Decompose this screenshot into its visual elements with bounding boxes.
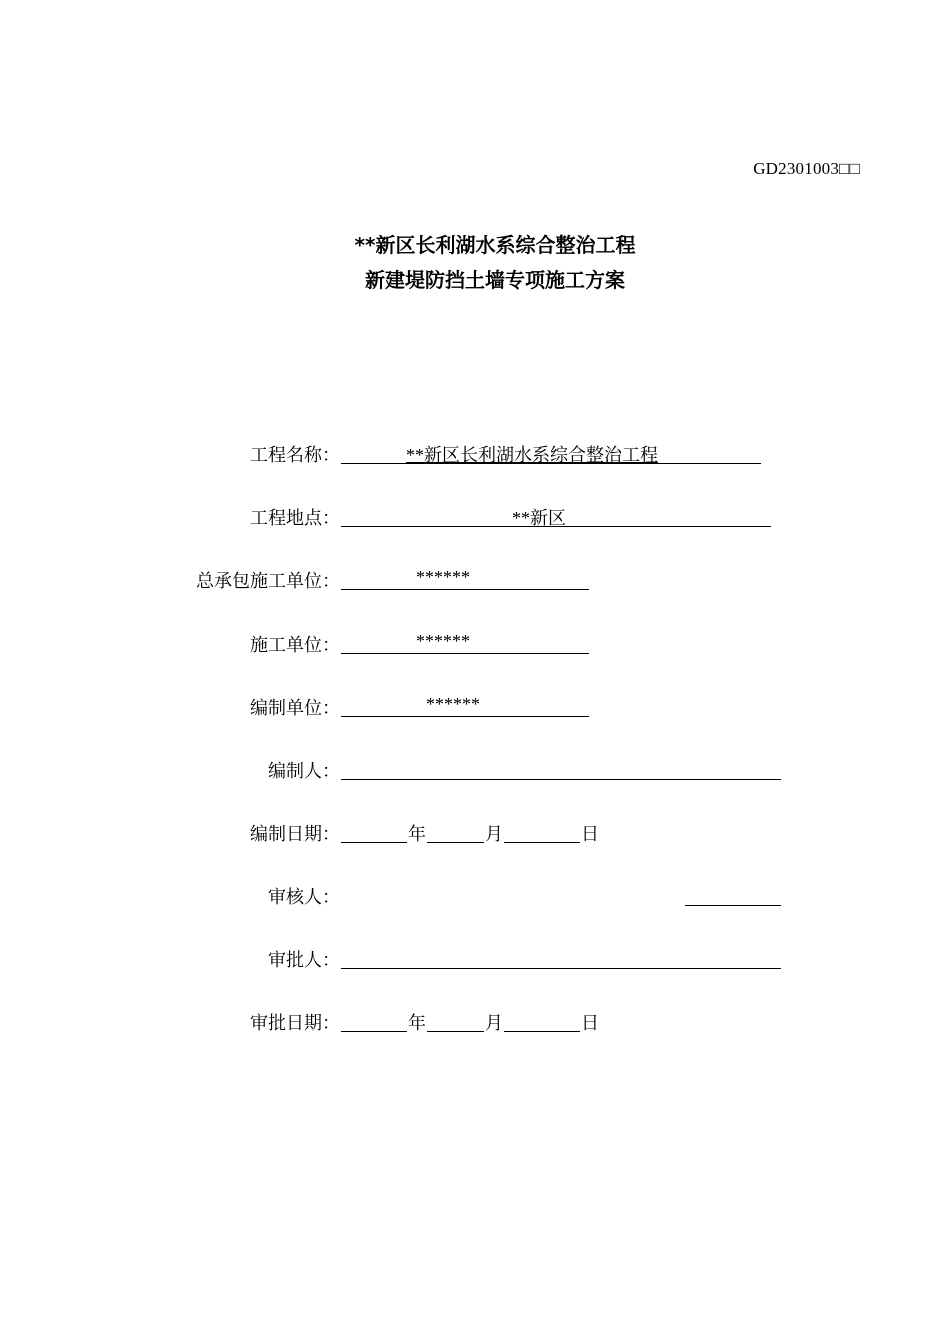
approve-year-field[interactable]: [341, 1009, 407, 1032]
compiler-label: 编制人：: [268, 761, 340, 781]
compile-date-label: 编制日期：: [250, 824, 340, 844]
approve-year-text: 年: [408, 1013, 426, 1033]
document-title-line2: 新建堤防挡土墙专项施工方案: [365, 268, 625, 292]
approver-label: 审批人：: [268, 950, 340, 970]
compile-month-field[interactable]: [427, 820, 484, 843]
compiling-unit-label: 编制单位：: [250, 698, 340, 718]
project-name-row: [0, 441, 950, 469]
approve-day-field[interactable]: [504, 1009, 580, 1032]
construction-unit-row: [0, 631, 950, 659]
project-location-row: [0, 504, 950, 532]
compiling-unit-value: ******: [426, 694, 480, 714]
reviewer-row: [0, 883, 950, 911]
compiler-row: [0, 757, 950, 785]
compile-year-field[interactable]: [341, 820, 407, 843]
approve-date-row: [0, 1009, 950, 1037]
project-location-value: **新区: [512, 508, 566, 528]
approver-row: [0, 946, 950, 974]
approve-month-text: 月: [485, 1013, 503, 1033]
approver-field[interactable]: [341, 946, 781, 969]
reviewer-label: 审核人：: [268, 887, 340, 907]
approve-date-label: 审批日期：: [250, 1013, 340, 1033]
approve-day-text: 日: [581, 1013, 599, 1033]
project-name-label: 工程名称：: [250, 445, 340, 465]
general-contractor-value: ******: [416, 567, 470, 587]
construction-unit-value: ******: [416, 631, 470, 651]
reviewer-field[interactable]: [685, 883, 781, 906]
project-location-label: 工程地点：: [250, 508, 340, 528]
document-code: GD2301003□□: [753, 159, 860, 178]
approve-month-field[interactable]: [427, 1009, 484, 1032]
general-contractor-label: 总承包施工单位：: [196, 571, 340, 591]
compiler-field[interactable]: [341, 757, 781, 780]
document-title-line1: **新区长利湖水系综合整治工程: [354, 233, 636, 257]
compiling-unit-row: [0, 694, 950, 722]
general-contractor-row: [0, 567, 950, 595]
compile-date-row: [0, 820, 950, 848]
project-name-value: **新区长利湖水系综合整治工程: [406, 445, 658, 465]
compile-day-field[interactable]: [504, 820, 580, 843]
compile-month-text: 月: [485, 824, 503, 844]
construction-unit-label: 施工单位：: [250, 635, 340, 655]
compile-year-text: 年: [408, 824, 426, 844]
compile-day-text: 日: [581, 824, 599, 844]
